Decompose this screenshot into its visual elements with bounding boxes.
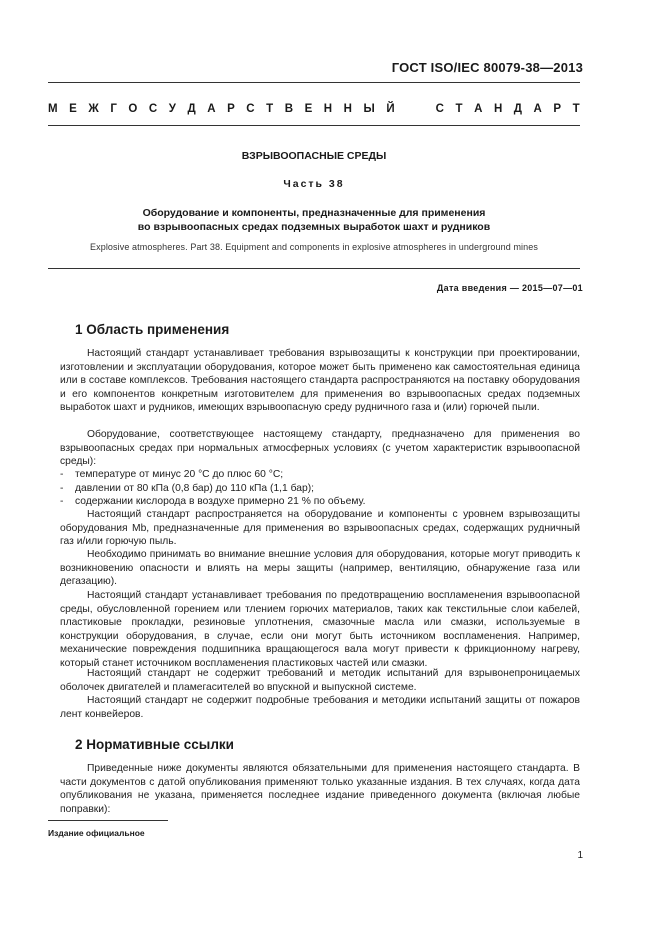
- banner-letter: Т: [572, 103, 580, 115]
- banner-letter: А: [533, 103, 542, 115]
- banner-letter: Е: [69, 103, 77, 115]
- banner-letter: А: [474, 103, 483, 115]
- interstate-standard-banner: [48, 103, 580, 115]
- banner-rule: [48, 125, 580, 126]
- subtitle-line-1: Оборудование и компоненты, предназначенные для применения: [142, 207, 486, 219]
- banner-letter: С: [148, 103, 158, 115]
- edition-note: Издание официальное: [48, 828, 145, 838]
- banner-letter: Р: [227, 103, 235, 115]
- banner-letter: Й: [386, 103, 395, 115]
- section-1-paragraph-1: Настоящий стандарт устанавливает требования взрывозащиты к конструкции при проектировании, изготовлении и эксплуатации оборудования, которое может быть применено как самостоятельная единица или в составе комплексов. Требования настоящего стандарта распространяются на поставку оборудования и его компонентов конкретным изготовителем для применения во взрывоопасных средах подземных выработок шахт и рудников, имеющих взрывоопасную среду рудничного газа и (или) горючей пыли.: [60, 348, 580, 413]
- section-1-heading: 1 Область применения: [75, 322, 230, 337]
- title-rule: [48, 268, 580, 269]
- conditions-list: [60, 468, 580, 509]
- banner-letter: Р: [553, 103, 562, 115]
- english-title: Explosive atmospheres. Part 38. Equipment and components in explosive atmospheres in underground mines: [90, 242, 538, 252]
- section-1-paragraph-2: Оборудование, соответствующее настоящему стандарту, предназначено для применения во взрывоопасных средах при нормальных атмосферных условиях (с учетом характеристик взрывоопасной среды):: [60, 429, 580, 467]
- banner-letter: С: [246, 103, 255, 115]
- banner-letter: Г: [110, 103, 117, 115]
- banner-letter: Н: [493, 103, 503, 115]
- banner-letter: В: [284, 103, 294, 115]
- document-title: ВЗРЫВООПАСНЫЕ СРЕДЫ: [241, 150, 387, 162]
- section-2-heading: 2 Нормативные ссылки: [75, 737, 234, 752]
- list-item: - содержании кислорода в воздухе примерно 21 % по объему.: [60, 495, 580, 509]
- subtitle-line-2: во взрывоопасных средах подземных выработок шахт и рудников: [137, 221, 491, 233]
- banner-letter: Д: [187, 103, 196, 115]
- banner-letter: Н: [343, 103, 352, 115]
- banner-letter: Т: [266, 103, 274, 115]
- header-rule: [48, 82, 580, 83]
- section-1-paragraph-7: Настоящий стандарт не содержит подробные требования и методики испытаний защиты от пожаров лент конвейеров.: [60, 695, 580, 720]
- banner-letter: С: [435, 103, 444, 115]
- document-subtitle: [48, 206, 580, 234]
- page-number: 1: [577, 850, 583, 861]
- banner-letter: У: [168, 103, 176, 115]
- banner-letter: [406, 103, 409, 115]
- section-1-paragraph-6: Настоящий стандарт не содержит требований и методик испытаний для взрывонепроницаемых оболочек двигателей и пламегасителей во впускной и выпускной системе.: [60, 668, 580, 693]
- banner-letter: Ж: [88, 103, 99, 115]
- banner-letter: М: [48, 103, 58, 115]
- document-id: ГОСТ ISO/IEC 80079-38—2013: [391, 60, 583, 75]
- banner-letter: Д: [513, 103, 522, 115]
- banner-letter: А: [207, 103, 216, 115]
- banner-letter: [421, 103, 424, 115]
- section-1-paragraph-4: Необходимо принимать во внимание внешние условия для оборудования, которые могут приводить к возникновению опасности и влиять на меры защиты (например, вентиляцию, обнаружение газа или дегазацию).: [60, 549, 580, 587]
- banner-letter: Е: [304, 103, 313, 115]
- section-1-paragraph-3: Настоящий стандарт распространяется на оборудование и компоненты с уровнем взрывозащиты оборудования Mb, предназначенные для применения во взрывоопасных средах, содержащих рудничный газ и/или горючую пыль.: [60, 509, 580, 547]
- list-item: - давлении от 80 кПа (0,8 бар) до 110 кПа (1,1 бар);: [60, 482, 580, 496]
- banner-letter: Т: [455, 103, 463, 115]
- banner-letter: О: [128, 103, 138, 115]
- section-1-paragraph-5: Настоящий стандарт устанавливает требования по предотвращению воспламенения взрывоопасной среды, обусловленной горением или тлением горючих материалов, таких как текстильные слои кабелей, пластиковые прокладки, резиновые уплотнения, смазочные масла или смазки, используемые в конструкции оборудования, в случае, если они могут быть источником воспламенения. Например, механические повреждения подшипника вращающегося вала могут привести к фрикционному нагреву, который станет источником воспламенения пластиковых частей или смазки.: [60, 590, 580, 669]
- footnote-rule: [48, 820, 168, 821]
- list-item: - температуре от минус 20 °С до плюс 60 °С;: [60, 468, 580, 482]
- introduction-date: Дата введения — 2015—07—01: [436, 283, 583, 293]
- section-2-paragraph-1: Приведенные ниже документы являются обязательными для применения настоящего стандарта. В части документов с датой опубликования применяют только указанные издания. В тех случаях, когда дата опубликования не указана, применяется последнее издание приведенного документа (включая любые поправки):: [60, 763, 580, 815]
- banner-letter: Н: [323, 103, 333, 115]
- banner-letter: Ы: [363, 103, 375, 115]
- part-number: Часть 38: [283, 178, 345, 190]
